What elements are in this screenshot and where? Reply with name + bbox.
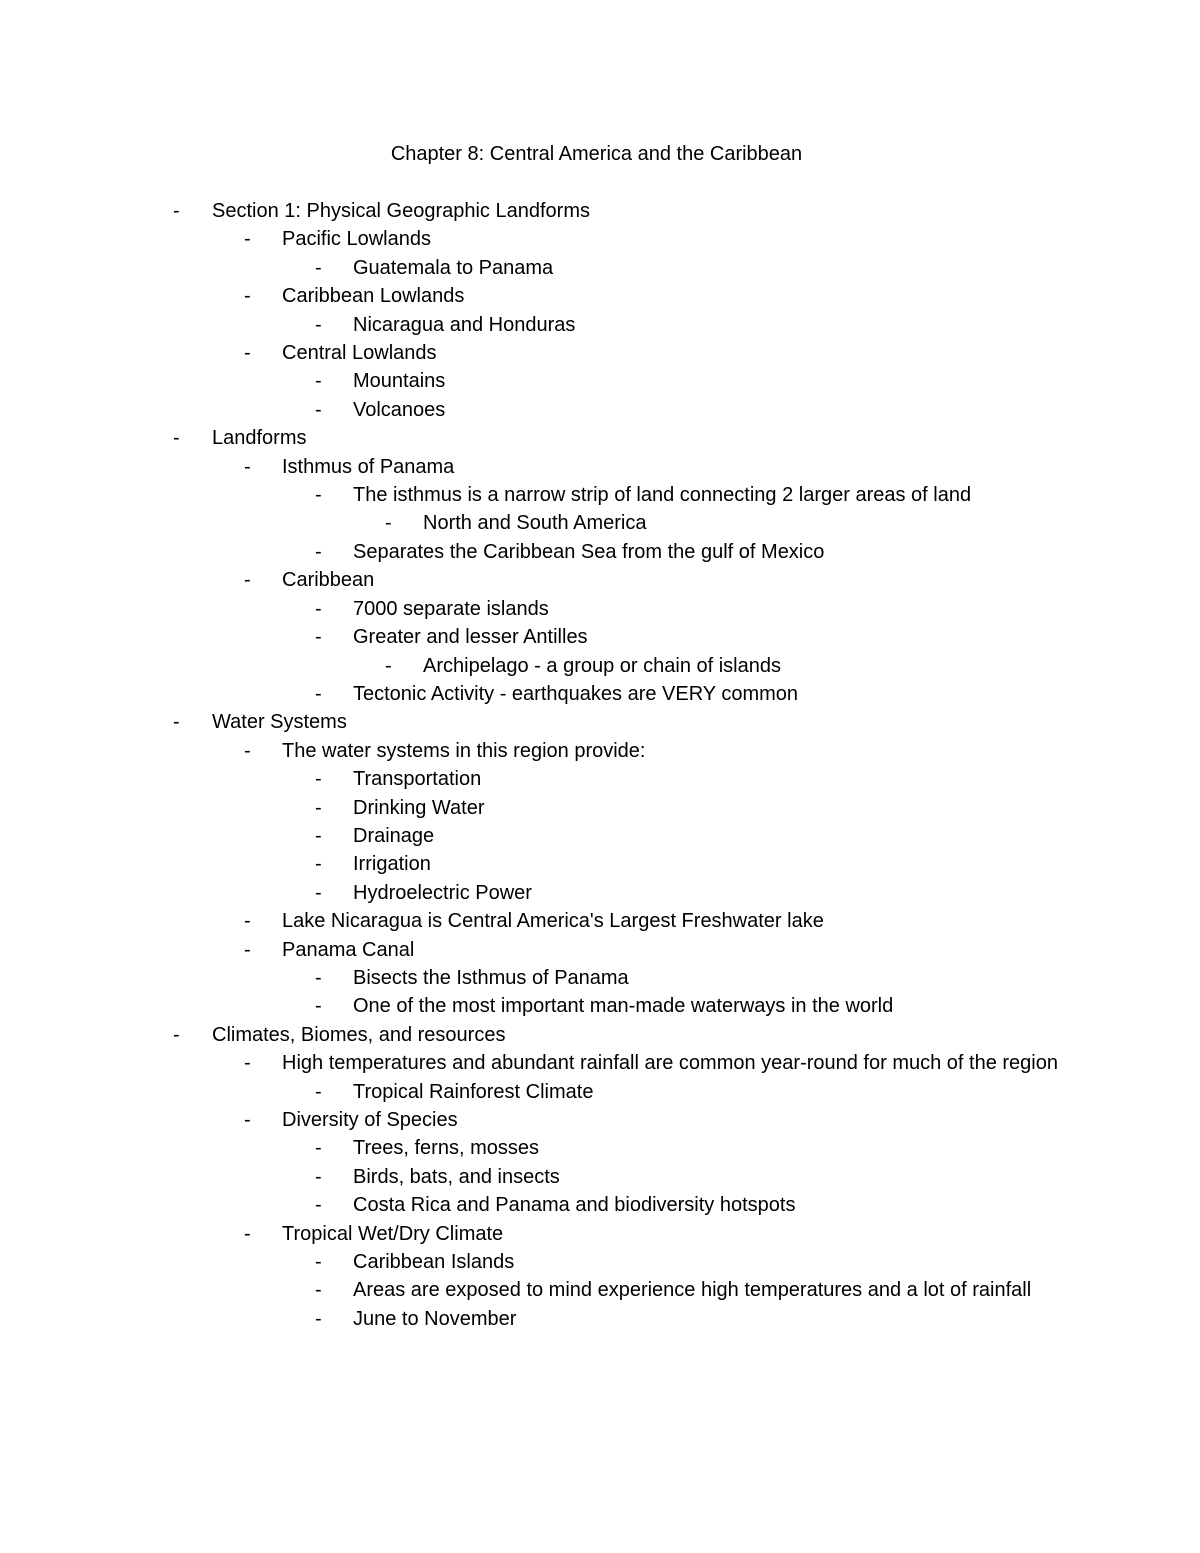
list-item-text: Lake Nicaragua is Central America's Largest Freshwater lake <box>282 910 824 933</box>
bullet-dash: - <box>244 285 251 308</box>
list-item-text: 7000 separate islands <box>353 597 549 620</box>
list-item <box>0 1191 1200 1219</box>
list-item <box>0 481 1200 509</box>
list-item <box>0 708 1200 736</box>
list-item <box>0 396 1200 424</box>
bullet-dash: - <box>315 1279 322 1302</box>
bullet-dash: - <box>315 313 322 336</box>
list-item-text: Hydroelectric Power <box>353 881 532 904</box>
page-title: Chapter 8: Central America and the Caribbean <box>390 143 803 165</box>
list-item-text: June to November <box>353 1307 517 1330</box>
list-item <box>0 652 1200 680</box>
bullet-dash: - <box>315 256 322 279</box>
bullet-dash: - <box>315 966 322 989</box>
list-item-text: Panama Canal <box>282 938 415 961</box>
list-item-text: Separates the Caribbean Sea from the gulf of Mexico <box>353 540 825 563</box>
bullet-dash: - <box>315 796 322 819</box>
list-item-text: Trees, ferns, mosses <box>353 1137 539 1160</box>
list-item-text: Section 1: Physical Geographic Landforms <box>212 200 590 222</box>
list-item-text: The water systems in this region provide: <box>282 739 646 762</box>
bullet-dash: - <box>315 853 322 876</box>
list-item <box>0 367 1200 395</box>
list-item <box>0 509 1200 537</box>
list-item-text: Areas are exposed to mind experience high temperatures and a lot of rainfall <box>353 1279 1032 1302</box>
bullet-dash: - <box>315 540 322 563</box>
bullet-dash: - <box>244 342 251 365</box>
list-item-text: Central Lowlands <box>282 342 437 365</box>
list-item <box>0 879 1200 907</box>
bullet-dash: - <box>315 881 322 904</box>
list-item-text: Volcanoes <box>353 398 446 421</box>
list-item-text: Landforms <box>212 427 307 450</box>
bullet-dash: - <box>315 398 322 421</box>
list-item-text: Diversity of Species <box>282 1109 458 1131</box>
list-item <box>0 538 1200 566</box>
list-item <box>0 311 1200 339</box>
list-item <box>0 964 1200 992</box>
bullet-dash: - <box>315 484 322 507</box>
list-item <box>0 992 1200 1020</box>
bullet-dash: - <box>244 910 251 933</box>
bullet-dash: - <box>244 1222 251 1245</box>
bullet-dash: - <box>315 1165 322 1188</box>
list-item-text: North and South America <box>423 512 647 535</box>
bullet-dash: - <box>385 654 392 677</box>
bullet-dash: - <box>315 1194 322 1217</box>
bullet-dash: - <box>244 739 251 762</box>
list-item-text: Irrigation <box>353 853 431 876</box>
list-item-text: Climates, Biomes, and resources <box>212 1023 506 1046</box>
list-item-text: Greater and lesser Antilles <box>353 626 588 649</box>
bullet-dash: - <box>173 427 180 450</box>
list-item-text: Water Systems <box>212 711 347 734</box>
list-item <box>0 822 1200 850</box>
bullet-dash: - <box>244 455 251 478</box>
bullet-dash: - <box>315 768 322 791</box>
bullet-dash: - <box>315 1251 322 1274</box>
bullet-dash: - <box>315 626 322 649</box>
bullet-dash: - <box>244 1052 251 1075</box>
list-item <box>0 936 1200 964</box>
list-item-text: Drinking Water <box>353 796 485 819</box>
list-item-text: Mountains <box>353 370 446 393</box>
list-item-text: Pacific Lowlands <box>282 228 431 251</box>
list-item-text: Nicaragua and Honduras <box>353 313 576 336</box>
bullet-dash: - <box>173 200 180 222</box>
list-item-text: Drainage <box>353 824 435 847</box>
bullet-dash: - <box>315 597 322 620</box>
list-item <box>0 225 1200 253</box>
bullet-dash: - <box>315 1080 322 1103</box>
bullet-dash: - <box>385 512 392 535</box>
list-item <box>0 282 1200 310</box>
list-item <box>0 850 1200 878</box>
list-item-text: Transportation <box>353 768 482 791</box>
list-item-text: High temperatures and abundant rainfall are common year-round for much of the region <box>282 1052 1058 1075</box>
list-item <box>0 907 1200 935</box>
list-item <box>0 254 1200 282</box>
list-item <box>0 1106 1200 1134</box>
list-item-text: Tropical Rainforest Climate <box>353 1080 594 1103</box>
list-item <box>0 737 1200 765</box>
list-item-text: Bisects the Isthmus of Panama <box>353 966 629 989</box>
list-item <box>0 765 1200 793</box>
bullet-dash: - <box>315 995 322 1018</box>
list-item-text: The isthmus is a narrow strip of land connecting 2 larger areas of land <box>353 484 972 507</box>
list-item-text: Birds, bats, and insects <box>353 1165 560 1188</box>
bullet-dash: - <box>315 1307 322 1330</box>
bullet-dash: - <box>315 682 322 705</box>
list-item-text: Tropical Wet/Dry Climate <box>282 1222 504 1245</box>
list-item <box>0 1134 1200 1162</box>
bullet-dash: - <box>315 370 322 393</box>
bullet-dash: - <box>244 938 251 961</box>
list-item-text: Isthmus of Panama <box>282 455 455 478</box>
list-item <box>0 1305 1200 1333</box>
list-item <box>0 339 1200 367</box>
list-item <box>0 595 1200 623</box>
list-item <box>0 453 1200 481</box>
bullet-dash: - <box>244 1109 251 1131</box>
list-item-text: Caribbean Islands <box>353 1251 515 1274</box>
list-item <box>0 1248 1200 1276</box>
list-item-text: Guatemala to Panama <box>353 256 554 279</box>
list-item <box>0 1220 1200 1248</box>
list-item-text: Caribbean <box>282 569 375 592</box>
bullet-dash: - <box>173 711 180 734</box>
list-item <box>0 1078 1200 1106</box>
list-item <box>0 1163 1200 1191</box>
bullet-dash: - <box>244 569 251 592</box>
list-item-text: Costa Rica and Panama and biodiversity hotspots <box>353 1194 796 1217</box>
bullet-dash: - <box>173 1023 180 1046</box>
bullet-dash: - <box>244 228 251 251</box>
list-item <box>0 794 1200 822</box>
list-item <box>0 680 1200 708</box>
bullet-dash: - <box>315 1137 322 1160</box>
bullet-dash: - <box>315 824 322 847</box>
list-item <box>0 1276 1200 1304</box>
list-item-text: Tectonic Activity - earthquakes are VERY common <box>353 682 799 705</box>
list-item <box>0 623 1200 651</box>
bullet-outline <box>0 197 1200 1333</box>
list-item <box>0 197 1200 225</box>
list-item-text: Caribbean Lowlands <box>282 285 465 308</box>
list-item <box>0 566 1200 594</box>
list-item <box>0 1021 1200 1049</box>
list-item <box>0 424 1200 452</box>
list-item-text: One of the most important man-made waterways in the world <box>353 995 894 1018</box>
list-item-text: Archipelago - a group or chain of islands <box>423 654 781 677</box>
list-item <box>0 1049 1200 1077</box>
